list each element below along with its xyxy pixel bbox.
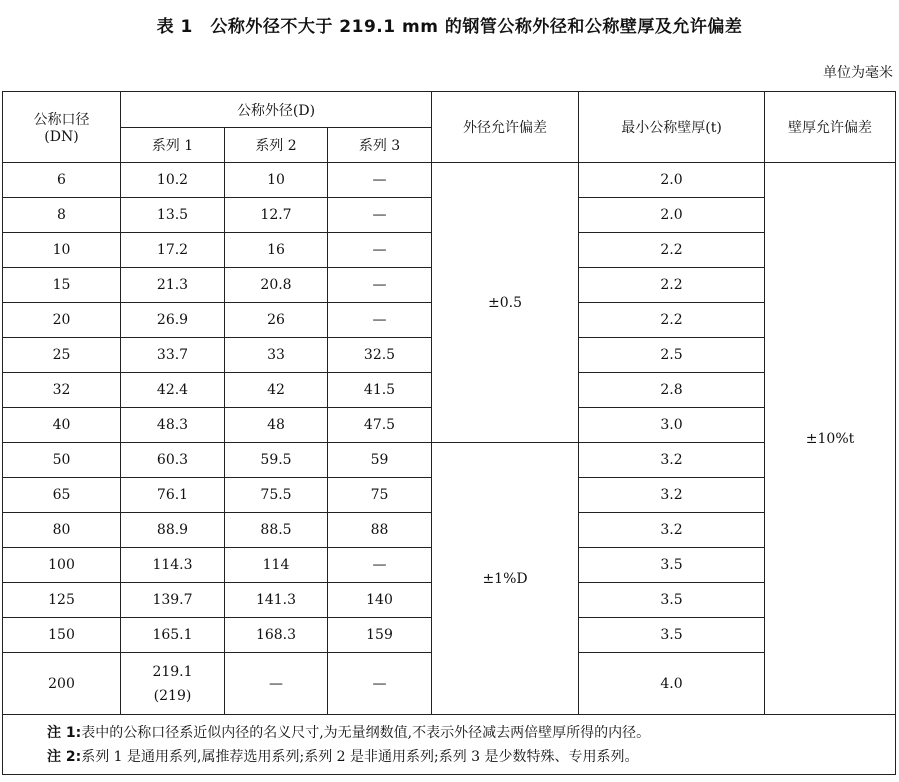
od-tolerance-cell: ±1%D <box>432 443 579 715</box>
series2-cell: 42 <box>225 373 328 408</box>
series2-cell: 48 <box>225 408 328 443</box>
series3-cell: — <box>328 653 432 715</box>
series1-cell: 10.2 <box>121 163 225 198</box>
dn-cell: 125 <box>3 583 121 618</box>
series2-cell: 168.3 <box>225 618 328 653</box>
wall-thickness-cell: 2.0 <box>579 163 765 198</box>
dn-cell: 32 <box>3 373 121 408</box>
series3-cell: 47.5 <box>328 408 432 443</box>
series3-cell: — <box>328 163 432 198</box>
series3-cell: 75 <box>328 478 432 513</box>
dn-cell: 200 <box>3 653 121 715</box>
series1-cell: 26.9 <box>121 303 225 338</box>
dn-cell: 100 <box>3 548 121 583</box>
series1-cell: 33.7 <box>121 338 225 373</box>
wall-thickness-cell: 2.2 <box>579 268 765 303</box>
header-min-wall-thickness: 最小公称壁厚(t) <box>579 92 765 163</box>
series3-cell: 41.5 <box>328 373 432 408</box>
note-2 <box>47 745 895 769</box>
header-series-3: 系列 3 <box>328 128 432 163</box>
series3-cell: 32.5 <box>328 338 432 373</box>
wall-thickness-cell: 3.5 <box>579 548 765 583</box>
series1-cell: 13.5 <box>121 198 225 233</box>
unit-label: 单位为毫米 <box>823 65 893 81</box>
wall-thickness-cell: 3.5 <box>579 618 765 653</box>
series2-cell: 114 <box>225 548 328 583</box>
dn-cell: 25 <box>3 338 121 373</box>
series3-cell: — <box>328 198 432 233</box>
wall-thickness-cell: 3.5 <box>579 583 765 618</box>
series2-cell: 12.7 <box>225 198 328 233</box>
series3-cell: — <box>328 268 432 303</box>
series2-cell: 59.5 <box>225 443 328 478</box>
header-nominal-size-line1: 公称口径 <box>33 112 90 128</box>
series1-cell: 48.3 <box>121 408 225 443</box>
wall-thickness-cell: 3.2 <box>579 443 765 478</box>
series1-cell: 42.4 <box>121 373 225 408</box>
wall-tolerance-cell: ±10%t <box>765 163 896 715</box>
header-nominal-size <box>3 92 121 163</box>
series3-cell: — <box>328 548 432 583</box>
series2-cell: 16 <box>225 233 328 268</box>
header-nominal-size-line2: (DN) <box>44 129 79 145</box>
table-title: 表 1 公称外径不大于 219.1 mm 的钢管公称外径和公称壁厚及允许偏差 <box>156 17 743 37</box>
table-row <box>3 443 896 478</box>
series2-cell: 88.5 <box>225 513 328 548</box>
dn-cell: 10 <box>3 233 121 268</box>
series3-cell: — <box>328 233 432 268</box>
series2-cell: 26 <box>225 303 328 338</box>
series2-cell: 20.8 <box>225 268 328 303</box>
series3-cell: 159 <box>328 618 432 653</box>
series2-cell: 141.3 <box>225 583 328 618</box>
dn-cell: 150 <box>3 618 121 653</box>
series1-cell: 114.3 <box>121 548 225 583</box>
series1-cell: 60.3 <box>121 443 225 478</box>
series1-cell: 88.9 <box>121 513 225 548</box>
note-1 <box>47 721 895 745</box>
series3-cell: 88 <box>328 513 432 548</box>
series2-cell: 10 <box>225 163 328 198</box>
note-1-label: 注 1: <box>47 724 82 741</box>
od-tolerance-cell: ±0.5 <box>432 163 579 443</box>
header-series-2: 系列 2 <box>225 128 328 163</box>
series1-cell: 17.2 <box>121 233 225 268</box>
series1-cell: 76.1 <box>121 478 225 513</box>
dn-cell: 50 <box>3 443 121 478</box>
note-2-label: 注 2: <box>47 748 82 765</box>
series3-cell: — <box>328 303 432 338</box>
wall-thickness-cell: 2.5 <box>579 338 765 373</box>
series1-cell <box>121 653 225 715</box>
dn-cell: 20 <box>3 303 121 338</box>
table-row <box>3 163 896 198</box>
series1-value: 219.1 <box>152 663 193 680</box>
dn-cell: 80 <box>3 513 121 548</box>
dn-cell: 15 <box>3 268 121 303</box>
header-outside-diameter: 公称外径(D) <box>121 92 432 128</box>
header-od-tolerance: 外径允许偏差 <box>432 92 579 163</box>
note-2-text: 系列 1 是通用系列,属推荐选用系列;系列 2 是非通用系列;系列 3 是少数特殊、专用系列。 <box>81 748 639 765</box>
wall-thickness-cell: 3.0 <box>579 408 765 443</box>
series1-cell: 139.7 <box>121 583 225 618</box>
series1-alt-value: (219) <box>153 687 192 704</box>
wall-thickness-cell: 3.2 <box>579 513 765 548</box>
notes-cell <box>3 715 896 775</box>
wall-thickness-cell: 2.2 <box>579 233 765 268</box>
series2-cell: 75.5 <box>225 478 328 513</box>
wall-thickness-cell: 3.2 <box>579 478 765 513</box>
dn-cell: 65 <box>3 478 121 513</box>
series1-cell: 165.1 <box>121 618 225 653</box>
dn-cell: 8 <box>3 198 121 233</box>
wall-thickness-cell: 2.2 <box>579 303 765 338</box>
series3-cell: 59 <box>328 443 432 478</box>
pipe-dimension-table <box>2 91 896 775</box>
wall-thickness-cell: 2.8 <box>579 373 765 408</box>
wall-thickness-cell: 4.0 <box>579 653 765 715</box>
series2-cell: — <box>225 653 328 715</box>
note-1-text: 表中的公称口径系近似内径的名义尺寸,为无量纲数值,不表示外径减去两倍壁厚所得的内径。 <box>81 724 651 741</box>
header-series-1: 系列 1 <box>121 128 225 163</box>
series2-cell: 33 <box>225 338 328 373</box>
dn-cell: 40 <box>3 408 121 443</box>
series3-cell: 140 <box>328 583 432 618</box>
wall-thickness-cell: 2.0 <box>579 198 765 233</box>
series1-cell: 21.3 <box>121 268 225 303</box>
header-wall-tolerance: 壁厚允许偏差 <box>765 92 896 163</box>
dn-cell: 6 <box>3 163 121 198</box>
notes-row <box>3 715 896 775</box>
